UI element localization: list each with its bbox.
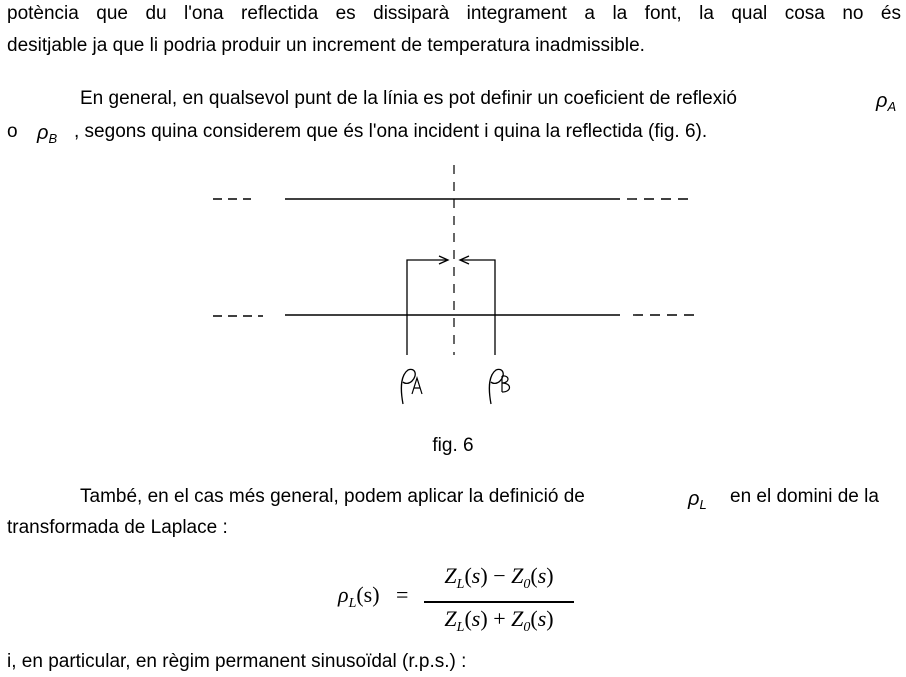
paragraph-3-line-1-start: També, en el cas més general, podem aplicar la definició de	[80, 486, 585, 507]
paragraph-1-line-1: potència que du l'ona reflectida es dissiparà integrament a la font, la qual cosa no és	[7, 3, 901, 24]
paragraph-2-line-1	[80, 87, 737, 111]
paragraph-3-line-2: transformada de Laplace :	[7, 517, 228, 538]
symbol-rho-a: $\rho_A$	[876, 90, 897, 114]
paragraph-1-line-2: desitjable ja que li podria produir un increment de temperatura inadmissible.	[7, 35, 645, 56]
paragraph-2-text: En general, en qualsevol punt de la línia es pot definir un coeficient de reflexió	[80, 88, 737, 109]
equation-numerator: $Z_L(s) - Z_0(s)$	[444, 563, 554, 592]
figure-transmission-line	[205, 160, 700, 415]
bracket-a	[407, 260, 447, 355]
paragraph-2-line-2-text: , segons quina considerem que és l'ona incident i quina la reflectida (fig. 6).	[74, 121, 708, 142]
paragraph-2-or: o	[7, 121, 18, 142]
symbol-rho-l: $\rho_L$	[688, 488, 707, 512]
paragraph-2-line-2	[7, 120, 18, 144]
figure-svg	[205, 160, 700, 415]
equation-lhs: $\rho_L(s)$	[338, 582, 380, 611]
equation-fraction	[424, 562, 574, 642]
paragraph-3-line-1-end: en el domini de la	[730, 486, 879, 507]
fraction-bar	[424, 601, 574, 603]
paragraph-4-line-1: i, en particular, en règim permanent sinusoïdal (r.p.s.) :	[7, 651, 467, 672]
label-rho-a	[401, 369, 422, 404]
figure-caption: fig. 6	[432, 435, 474, 456]
reflection-coefficient-equation	[330, 562, 580, 635]
equation-denominator: $Z_L(s) + Z_0(s)$	[444, 605, 554, 635]
symbol-rho-b: $\rho_B$	[37, 122, 58, 146]
equation-equals: =	[396, 582, 409, 607]
label-rho-b	[489, 369, 509, 404]
bracket-b	[461, 260, 495, 355]
